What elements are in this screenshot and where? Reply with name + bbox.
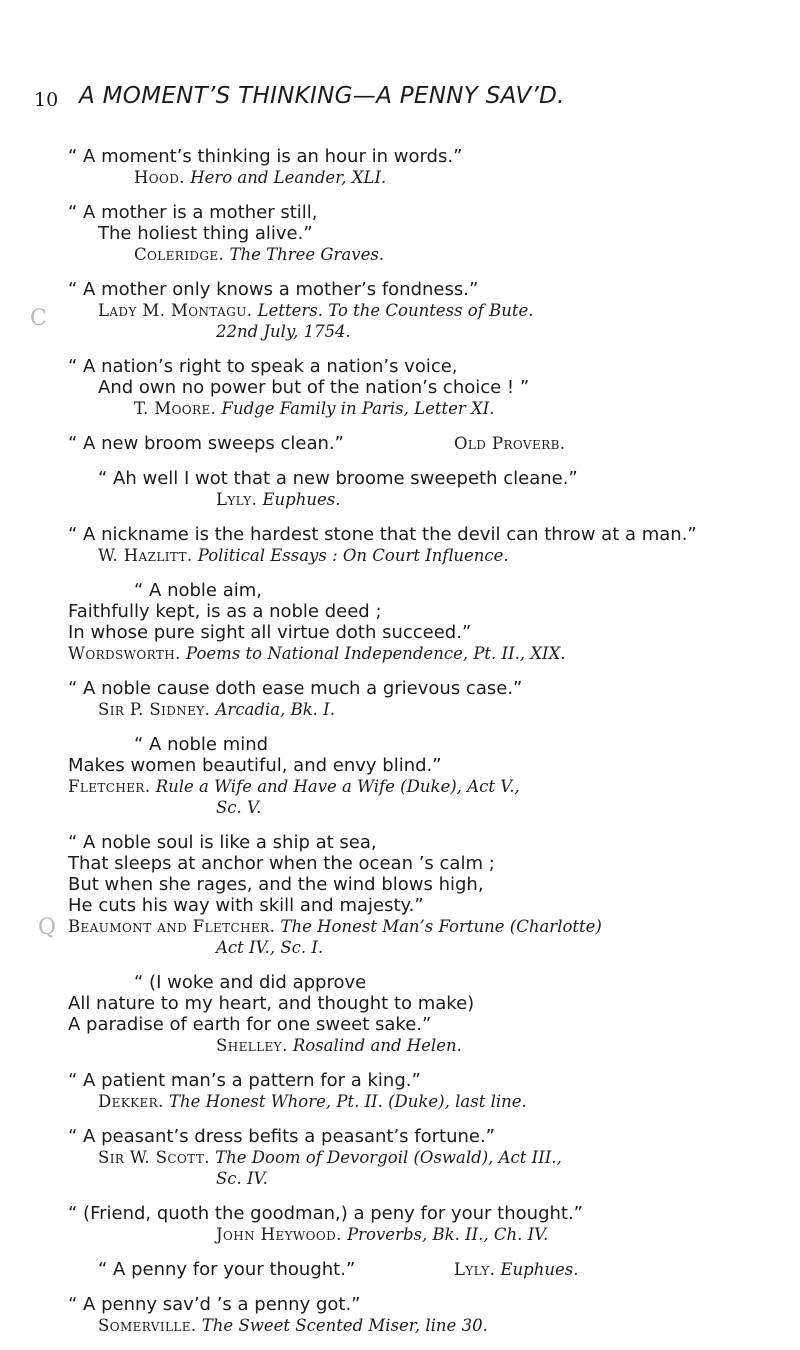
author: Somerville. [98, 1316, 197, 1335]
quotation [54, 524, 754, 566]
author: Dekker. [98, 1092, 164, 1111]
quote-line: “ A noble aim, [134, 580, 263, 601]
quotation [54, 1070, 754, 1112]
work-title: Hero and Leander, XLI. [190, 168, 387, 187]
running-title: A MOMENT’S THINKING—A PENNY SAV’D. [79, 83, 565, 109]
quote-line: “ A penny sav’d ’s a penny got.” [68, 1294, 361, 1315]
work-title: The Honest Whore, Pt. II. (Duke), last line. [169, 1092, 527, 1111]
author: W. Hazlitt. [98, 546, 193, 565]
quote-line: “ A noble mind [134, 734, 269, 755]
work-title: Arcadia, Bk. I. [215, 700, 335, 719]
quotation [54, 1203, 754, 1245]
attribution [54, 916, 754, 937]
quotation [54, 433, 754, 454]
attribution [54, 244, 754, 265]
work-title: Euphues. [262, 490, 341, 509]
author: Lady M. Montagu. [98, 301, 253, 320]
attribution-continued [54, 321, 754, 342]
quote-line [54, 1259, 754, 1280]
quote-line: A paradise of earth for one sweet sake.” [68, 1014, 432, 1035]
quote-text: “ A new broom sweeps clean.” [68, 433, 344, 454]
quote-line: “ (I woke and did approve [134, 972, 367, 993]
quotation [54, 832, 754, 958]
quotation [54, 580, 754, 664]
work-title: The Three Graves. [229, 245, 385, 264]
author: Fletcher. [68, 777, 151, 796]
author: Shelley. [216, 1036, 288, 1055]
author: Sir W. Scott. [98, 1148, 210, 1167]
quote-line: And own no power but of the nation’s choice ! ” [98, 377, 530, 398]
quote-line: “ A moment’s thinking is an hour in words.” [68, 146, 463, 167]
attribution [54, 699, 754, 720]
running-header [34, 83, 734, 116]
author: Coleridge. [134, 245, 225, 264]
attribution [54, 489, 754, 510]
quote-line: “ (Friend, quoth the goodman,) a peny for your thought.” [68, 1203, 584, 1224]
attribution [54, 776, 754, 797]
quote-line: In whose pure sight all virtue doth succeed.” [68, 622, 472, 643]
author: Lyly. [454, 1260, 496, 1279]
quotation [54, 146, 754, 188]
author: John Heywood. [216, 1225, 342, 1244]
author: Hood. [134, 168, 185, 187]
margin-pencil-mark: C [30, 306, 47, 331]
work-title: Letters. To the Countess of Bute. [257, 301, 534, 320]
page-number: 10 [34, 89, 59, 111]
quotation [54, 734, 754, 818]
attribution [54, 1035, 754, 1056]
quotation [54, 356, 754, 419]
attribution [54, 1147, 754, 1168]
quote-line: All nature to my heart, and thought to make) [68, 993, 475, 1014]
quotation [54, 468, 754, 510]
quote-line: That sleeps at anchor when the ocean ’s calm ; [68, 853, 495, 874]
attribution [54, 1224, 754, 1245]
quote-line: “ A patient man’s a pattern for a king.” [68, 1070, 421, 1091]
quotation-list [54, 146, 754, 1350]
quote-line: “ A mother only knows a mother’s fondness.” [68, 279, 479, 300]
attribution-continued [54, 937, 754, 958]
quote-line: Faithfully kept, is as a noble deed ; [68, 601, 382, 622]
attribution [54, 167, 754, 188]
work-scene: Sc. V. [216, 798, 262, 817]
quote-line: “ A noble cause doth ease much a grievous case.” [68, 678, 523, 699]
quotation [54, 972, 754, 1056]
author: Sir P. Sidney. [98, 700, 211, 719]
work-title: Poems to National Independence, Pt. II., XIX. [186, 644, 566, 663]
quotation [54, 279, 754, 342]
attribution [454, 1259, 578, 1280]
attribution [54, 398, 754, 419]
work-title: Euphues. [500, 1260, 579, 1279]
quote-line: “ Ah well I wot that a new broome sweepeth cleane.” [98, 468, 578, 489]
quote-text: “ A penny for your thought.” [98, 1259, 356, 1280]
quotation [54, 202, 754, 265]
attribution [54, 1315, 754, 1336]
work-scene: Sc. IV. [216, 1169, 268, 1188]
quotation [54, 1294, 754, 1336]
quotation [54, 1259, 754, 1280]
quote-line: “ A mother is a mother still, [68, 202, 318, 223]
quote-line: “ A nickname is the hardest stone that the devil can throw at a man.” [68, 524, 697, 545]
work-title: Rule a Wife and Have a Wife (Duke), Act V., [155, 777, 520, 796]
margin-pencil-mark: Q [38, 915, 57, 940]
work-title: Political Essays : On Court Influence. [197, 546, 509, 565]
author: Old Proverb. [454, 434, 566, 453]
quotation [54, 678, 754, 720]
work-title: The Honest Man’s Fortune (Charlotte) [280, 917, 602, 936]
attribution [54, 300, 754, 321]
work-title: Proverbs, Bk. II., Ch. IV. [347, 1225, 549, 1244]
author: T. Moore. [134, 399, 217, 418]
quote-line: “ A nation’s right to speak a nation’s voice, [68, 356, 458, 377]
author: Wordsworth. [68, 644, 181, 663]
author: Beaumont and Fletcher. [68, 917, 276, 936]
quote-line [54, 433, 754, 454]
quote-line: “ A noble soul is like a ship at sea, [68, 832, 377, 853]
quote-line: The holiest thing alive.” [98, 223, 313, 244]
quote-line: He cuts his way with skill and majesty.” [68, 895, 424, 916]
quotation [54, 1126, 754, 1189]
work-title: Fudge Family in Paris, Letter XI. [221, 399, 495, 418]
quote-line: Makes women beautiful, and envy blind.” [68, 755, 442, 776]
attribution-continued [54, 1168, 754, 1189]
work-title: The Doom of Devorgoil (Oswald), Act III., [215, 1148, 562, 1167]
work-date: 22nd July, 1754. [216, 322, 351, 341]
attribution [54, 643, 754, 664]
quote-line: But when she rages, and the wind blows high, [68, 874, 484, 895]
work-title: Rosalind and Helen. [292, 1036, 462, 1055]
work-scene: Act IV., Sc. I. [216, 938, 324, 957]
author: Lyly. [216, 490, 258, 509]
attribution [54, 1091, 754, 1112]
attribution-continued [54, 797, 754, 818]
quote-line: “ A peasant’s dress befits a peasant’s fortune.” [68, 1126, 496, 1147]
work-title: The Sweet Scented Miser, line 30. [201, 1316, 488, 1335]
attribution [54, 545, 754, 566]
